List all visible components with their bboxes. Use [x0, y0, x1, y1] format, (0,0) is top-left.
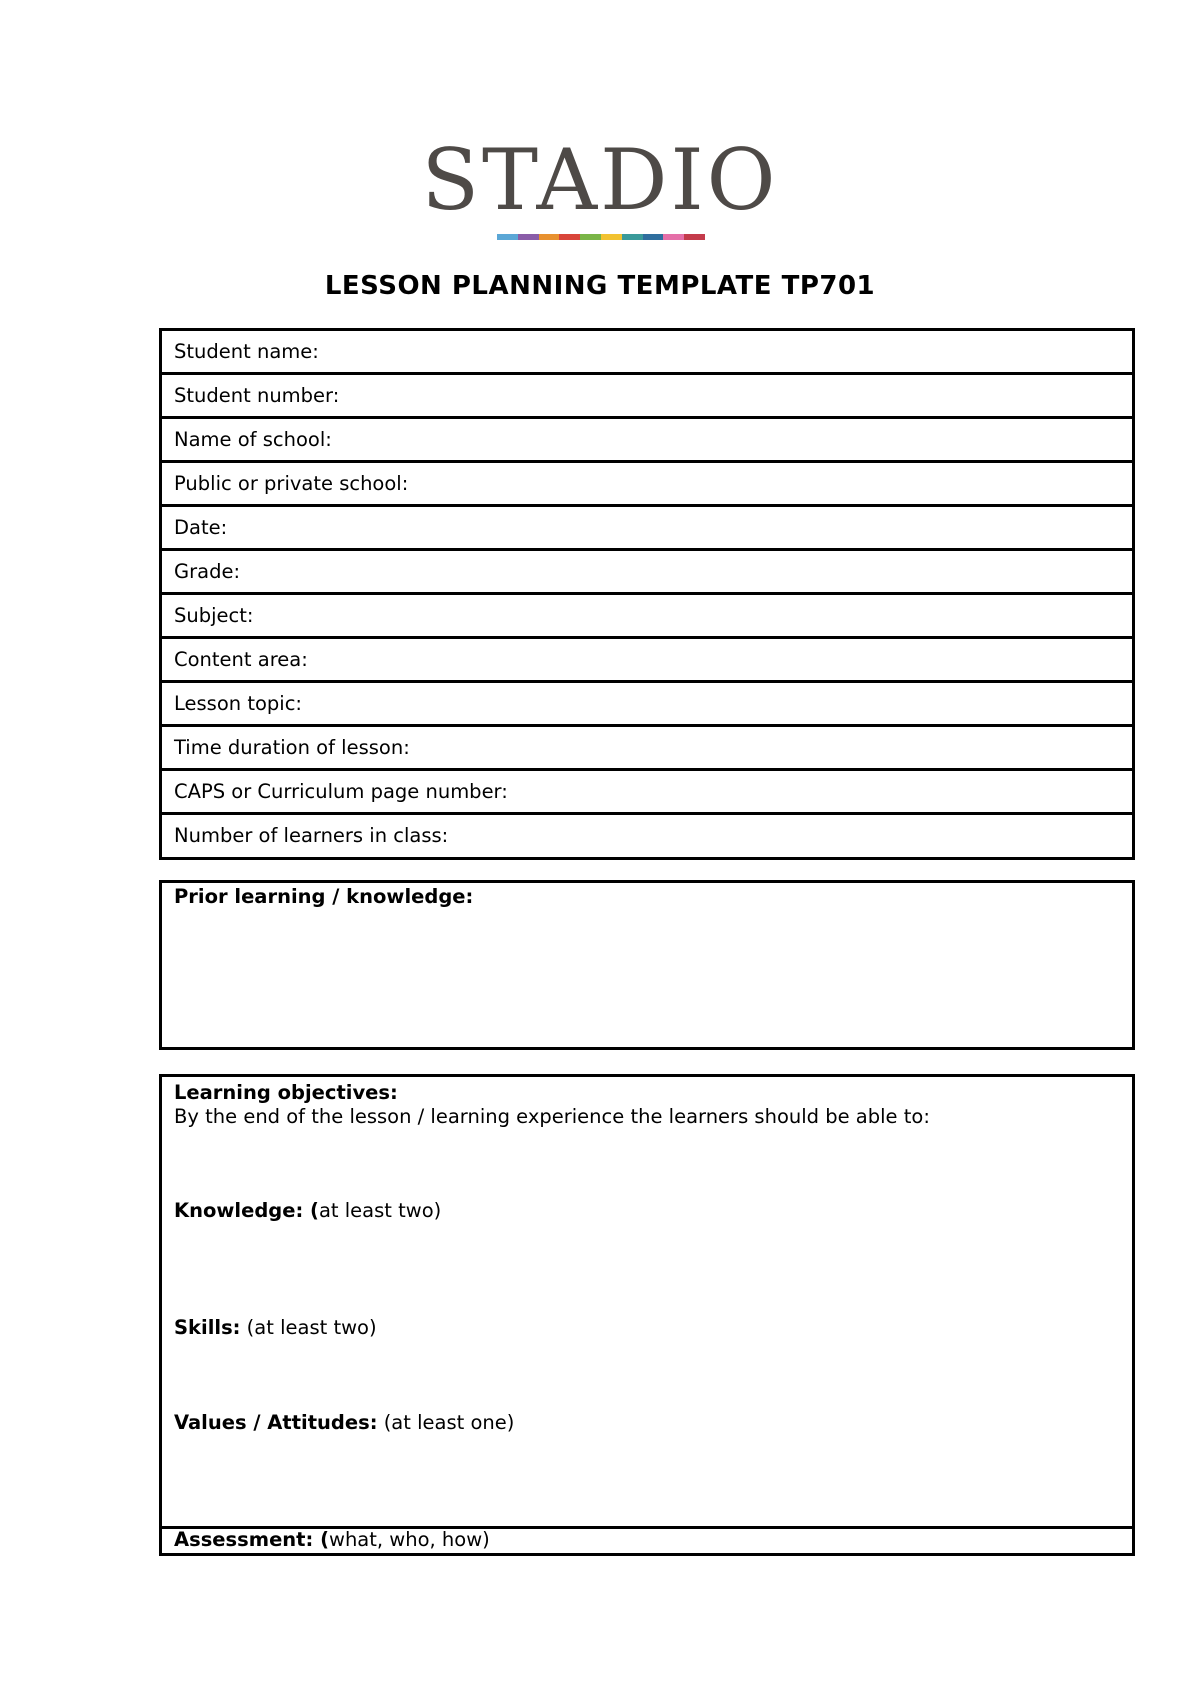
values-note: (at least one) — [377, 1411, 515, 1434]
field-student-number[interactable]: Student number: — [162, 375, 1132, 419]
field-student-name[interactable]: Student name: — [162, 331, 1132, 375]
field-content-area[interactable]: Content area: — [162, 639, 1132, 683]
knowledge-line — [174, 1199, 441, 1223]
objectives-heading: Learning objectives: — [174, 1081, 398, 1104]
stripe-segment — [663, 234, 684, 240]
skills-label: Skills: — [174, 1316, 241, 1339]
stripe-segment — [580, 234, 601, 240]
knowledge-note: at least two) — [318, 1199, 442, 1222]
values-label: Values / Attitudes: — [174, 1411, 378, 1434]
stripe-segment — [684, 234, 705, 240]
field-school-type[interactable]: Public or private school: — [162, 463, 1132, 507]
page-title: LESSON PLANNING TEMPLATE TP701 — [324, 271, 876, 301]
prior-learning-heading: Prior learning / knowledge: — [174, 885, 474, 908]
stripe-segment — [497, 234, 518, 240]
knowledge-label: Knowledge: ( — [174, 1199, 319, 1222]
stripe-segment — [518, 234, 539, 240]
stripe-segment — [622, 234, 643, 240]
stripe-segment — [559, 234, 580, 240]
assessment-note: what, who, how) — [329, 1528, 490, 1551]
field-subject[interactable]: Subject: — [162, 595, 1132, 639]
field-curriculum-page[interactable]: CAPS or Curriculum page number: — [162, 771, 1132, 815]
logo-wordmark: STADIO — [421, 131, 779, 229]
field-number-of-learners[interactable]: Number of learners in class: — [174, 824, 449, 847]
logo-color-stripe — [497, 234, 705, 240]
prior-learning-box[interactable] — [159, 880, 1135, 1050]
student-details-table — [159, 328, 1135, 860]
field-school-name[interactable]: Name of school: — [162, 419, 1132, 463]
objectives-intro: By the end of the lesson / learning experience the learners should be able to: — [174, 1105, 930, 1128]
assessment-box[interactable] — [159, 1526, 1135, 1556]
field-date[interactable]: Date: — [162, 507, 1132, 551]
skills-line — [174, 1316, 377, 1340]
stadio-logo — [420, 131, 780, 248]
stripe-segment — [643, 234, 664, 240]
values-line — [174, 1411, 514, 1435]
field-grade[interactable]: Grade: — [162, 551, 1132, 595]
field-time-duration[interactable]: Time duration of lesson: — [162, 727, 1132, 771]
stripe-segment — [601, 234, 622, 240]
stripe-segment — [539, 234, 560, 240]
field-lesson-topic[interactable]: Lesson topic: — [162, 683, 1132, 727]
assessment-label: Assessment: ( — [174, 1528, 329, 1551]
learning-objectives-box[interactable] — [159, 1074, 1135, 1556]
skills-note: (at least two) — [240, 1316, 377, 1339]
